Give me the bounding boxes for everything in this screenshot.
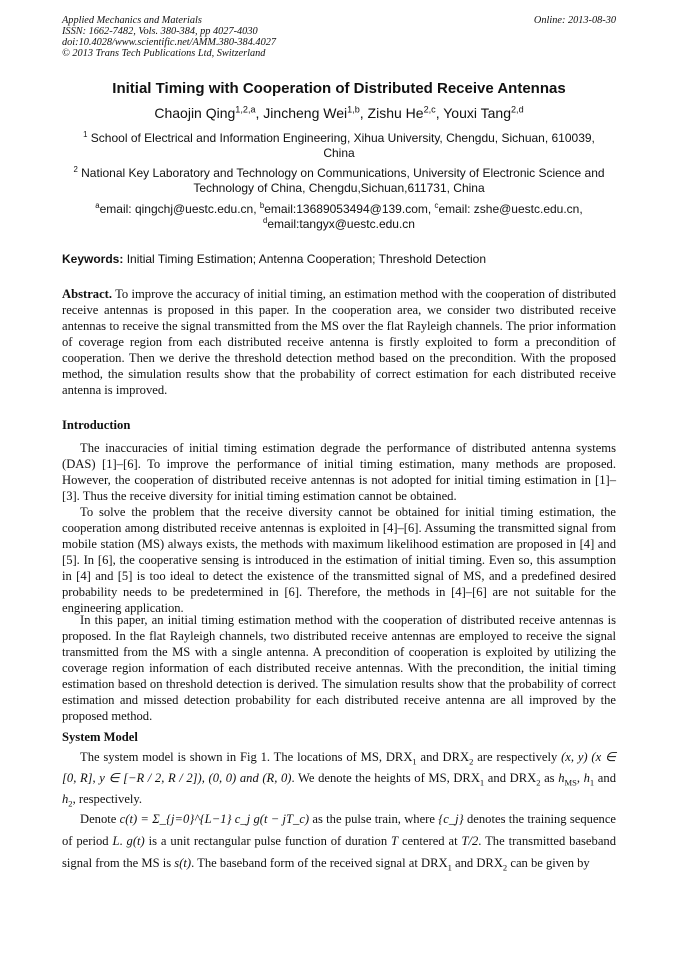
- author-affil-mark: 1,b: [347, 104, 360, 115]
- journal-header: [62, 15, 616, 59]
- email-link[interactable]: email:13689053494@139.com,: [264, 202, 435, 216]
- abstract-text: To improve the accuracy of initial timing, an estimation method with the cooperation of distributed receive antennas is proposed in this paper. In the cooperation area, we consider two distributed receive antennas to receive the signal transmitted from the MS over the flat Rayleigh channels. The prior information of coverage region from each distributed receive antenna is firstly exploited to form a precondition of cooperation. Then we derive the threshold detection method based on the precondition. With the proposed method, the simulation results show that the probability of correct estimation for each distributed receive antenna is improved.: [62, 287, 616, 397]
- pulse-train-formula: c(t) = Σ_{j=0}^{L−1} c_j g(t − jT_c): [119, 812, 310, 826]
- author-list: [62, 105, 616, 121]
- email-link[interactable]: email:tangyx@uestc.edu.cn: [267, 217, 415, 231]
- paper-title: Initial Timing with Cooperation of Distributed Receive Antennas: [112, 80, 566, 97]
- issn-line: ISSN: 1662-7482, Vols. 380-384, pp 4027-4030: [62, 26, 258, 37]
- drx-label: DRX: [442, 750, 470, 764]
- keywords: [62, 252, 616, 266]
- keywords-label: Keywords:: [62, 252, 124, 266]
- affiliation-mark: 1: [83, 130, 88, 139]
- author-affil-mark: 2,c: [423, 104, 436, 115]
- email-link[interactable]: email: zshe@uestc.edu.cn,: [438, 202, 583, 216]
- intro-paragraph-2: To solve the problem that the receive diversity cannot be obtained for initial timing estimation, the cooperation among distributed receive antennas is exploited in [4]–[6]. Assuming the transmitted signal from mobile station (MS) always exists, the methods with maximum likelihood estimation are proposed in [4] and [5]. In [6], the cooperative sensing is introduced in the estimation of initial timing. Even so, this assumption in [4] and [5] is too ideal to detect the existence of the transmitted signal of MS, and a predefined desired probability needs to be predetermined in [6]. Therefore, the methods in [4]–[6] are not suitable for the engineering application.: [62, 505, 616, 615]
- section-heading-system-model: System Model: [62, 730, 138, 744]
- online-date: Online: 2013-08-30: [533, 15, 616, 26]
- author-name: , Youxi Tang: [435, 105, 511, 121]
- email-link[interactable]: email: qingchj@uestc.edu.cn,: [99, 202, 260, 216]
- intro-paragraph-1: The inaccuracies of initial timing estimation degrade the performance of distributed antenna systems (DAS) [1]–[6]. To improve the performance of initial timing estimation, many methods are proposed. However, the cooperation of distributed receive antennas is not adopted for initial timing estimation in [1]–[3]. Thus the receive diversity for initial timing estimation cannot be obtained.: [62, 441, 616, 503]
- abstract-label: Abstract.: [62, 287, 113, 301]
- intro-paragraph-3: In this paper, an initial timing estimation method with the cooperation of distributed receive antennas is proposed. In the flat Rayleigh channels, two distributed receive antennas are employed to receive the signal transmitted from the MS with a single antenna. A precondition of cooperation is exploited by utilizing the coverage region information of each distributed receive antennas. With the precondition, the initial timing estimation based on threshold detection is derived. The simulation results show that the probability of correct estimation and missed detection probability for each distributed receive antenna are all improved by the proposed method.: [62, 613, 616, 723]
- author-name: Chaojin Qing: [154, 105, 236, 121]
- author-emails: $^a$email: qingchj@uestc.edu.cn, $^b$email:13689053494@139.com, $^c$email: zshe@uestc.edu.cn, $^d$email:tangyx@uestc.edu.cn: [95, 201, 583, 231]
- drx-label: DRX: [385, 750, 413, 764]
- author-affil-mark: 1,2,a: [235, 104, 256, 115]
- section-heading-introduction: Introduction: [62, 418, 131, 432]
- affiliation-mark: 2: [73, 165, 78, 174]
- author-name: , Zishu He: [359, 105, 424, 121]
- keywords-text: Initial Timing Estimation; Antenna Cooperation; Threshold Detection: [123, 252, 487, 266]
- doi-line: doi:10.4028/www.scientific.net/AMM.380-384.4027: [62, 37, 277, 48]
- copyright-line: © 2013 Trans Tech Publications Ltd, Switzerland: [62, 48, 266, 59]
- author-affil-mark: 2,d: [510, 104, 524, 115]
- system-model-paragraph-1: The system model is shown in Fig 1. The locations of MS, $DRX_1$ and $DRX_2$ are respectively (x, y) (x ∈ [0, R], y ∈ [−R / 2, R / 2]), (0, 0) and (R, 0). We denote the heights of MS, $DRX_1$ and $DRX_2$ as $h_{MS}$, $h_1$ and $h_2$, respectively.: [62, 750, 616, 809]
- affiliation-1: $^1$ School of Electrical and Information Engineering, Xihua University, Chengdu, Sichuan, 610039, China: [83, 130, 595, 160]
- affiliation-2: $^2$ National Key Laboratory and Technology on Communications, University of Electronic Science and Technology of China, Chengdu,Sichuan,611731, China: [73, 165, 605, 195]
- abstract: [62, 286, 616, 398]
- author-name: , Jincheng Wei: [255, 105, 348, 121]
- coordinates-formula: (x, y) (x ∈ [0, R], y ∈ [−R / 2, R / 2]), (0, 0) and (R, 0): [62, 750, 616, 785]
- system-model-paragraph-2: Denote c(t) = Σ_{j=0}^{L−1} c_j g(t − jT_c) as the pulse train, where {c_j} denotes the training sequence of period L. g(t) is a unit rectangular pulse function of duration T centered at T/2. The transmitted baseband signal from the MS is s(t). The baseband form of the received signal at $DRX_1$ and $DRX_2$ can be given by: [62, 812, 617, 873]
- journal-name: Applied Mechanics and Materials: [62, 15, 202, 26]
